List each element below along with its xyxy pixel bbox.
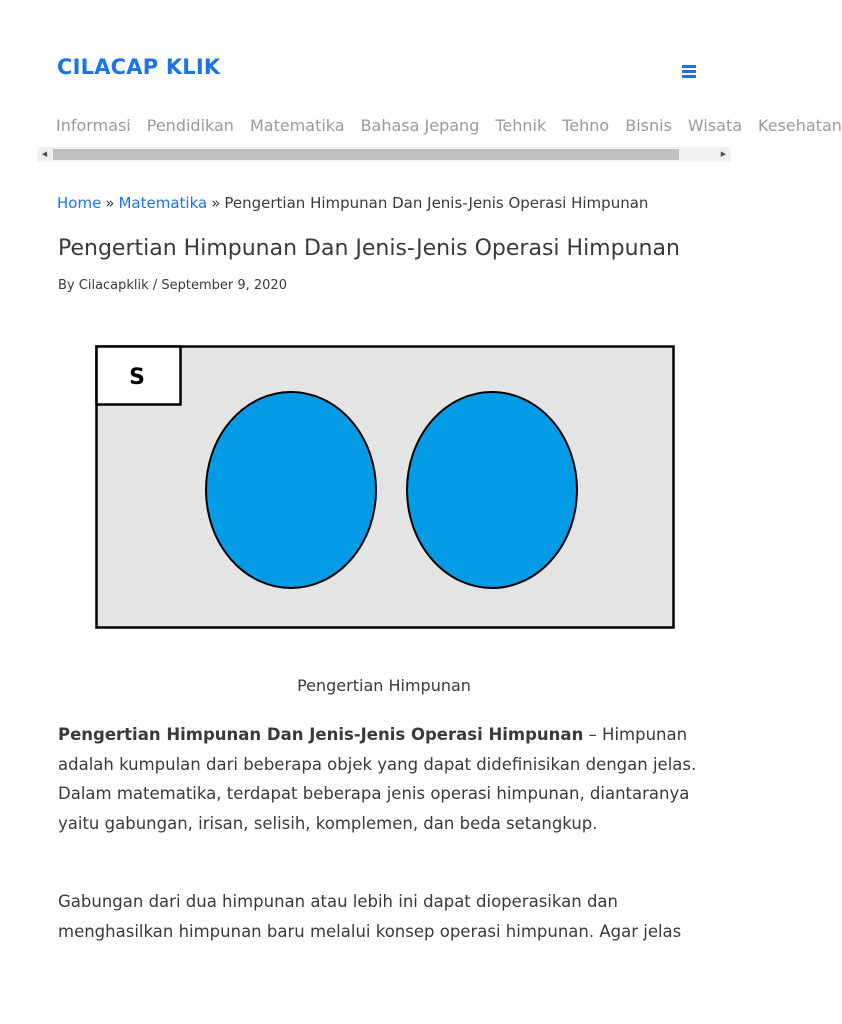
nav-item-bahasa-jepang[interactable]: Bahasa Jepang (360, 116, 480, 135)
intro-text: – Himpunan adalah kumpulan dari beberapa objek yang dapat didefinisikan dengan jelas. Dalam matematika, terdapat beberapa jenis operasi himpunan, diantaranya yaitu gabungan, irisan, selisih, komplemen, dan beda setangkup. (58, 725, 697, 833)
author-link[interactable]: Cilacapklik (78, 278, 149, 293)
nav-item-wisata[interactable]: Wisata (687, 116, 743, 135)
universal-set-rect (97, 347, 674, 628)
breadcrumb-home[interactable]: Home (57, 194, 102, 212)
paragraph-intro (58, 720, 708, 838)
breadcrumb-separator: » (211, 194, 221, 212)
second-text: Gabungan dari dua himpunan atau lebih ini dapat dioperasikan dan menghasilkan himpunan baru melalui konsep operasi himpunan. Agar jelas (58, 892, 682, 941)
breadcrumb-current: Pengertian Himpunan Dan Jenis-Jenis Operasi Himpunan (224, 194, 649, 212)
scrollbar-thumb[interactable] (53, 149, 679, 160)
meta-separator: / (152, 278, 158, 293)
intro-bold-title: Pengertian Himpunan Dan Jenis-Jenis Operasi Himpunan (58, 725, 584, 744)
nav-item-tehnik[interactable]: Tehnik (495, 116, 547, 135)
nav-item-bisnis[interactable]: Bisnis (625, 116, 672, 135)
category-nav (37, 112, 842, 146)
nav-item-informasi[interactable]: Informasi (56, 116, 131, 135)
breadcrumb-category[interactable]: Matematika (118, 194, 208, 212)
set-label: S (129, 365, 145, 390)
menu-icon[interactable] (676, 60, 702, 82)
figure-caption: Pengertian Himpunan (297, 676, 471, 695)
breadcrumb-separator: » (105, 194, 115, 212)
scroll-right-arrow-icon[interactable]: ▶ (720, 150, 727, 158)
nav-item-pendidikan[interactable]: Pendidikan (146, 116, 234, 135)
site-title[interactable]: CILACAP KLIK (57, 55, 221, 79)
post-meta (58, 278, 287, 293)
nav-item-kesehatan[interactable]: Kesehatan (758, 116, 842, 135)
page-title: Pengertian Himpunan Dan Jenis-Jenis Operasi Himpunan (58, 236, 680, 261)
paragraph-second (58, 887, 708, 946)
scroll-left-arrow-icon[interactable]: ◀ (41, 150, 48, 158)
post-date: September 9, 2020 (161, 278, 287, 293)
venn-diagram-image (95, 345, 675, 629)
nav-item-tehno[interactable]: Tehno (562, 116, 610, 135)
breadcrumb (57, 194, 648, 212)
author-prefix: By (58, 278, 75, 293)
nav-item-matematika[interactable]: Matematika (249, 116, 345, 135)
nav-scrollbar[interactable] (37, 147, 731, 162)
